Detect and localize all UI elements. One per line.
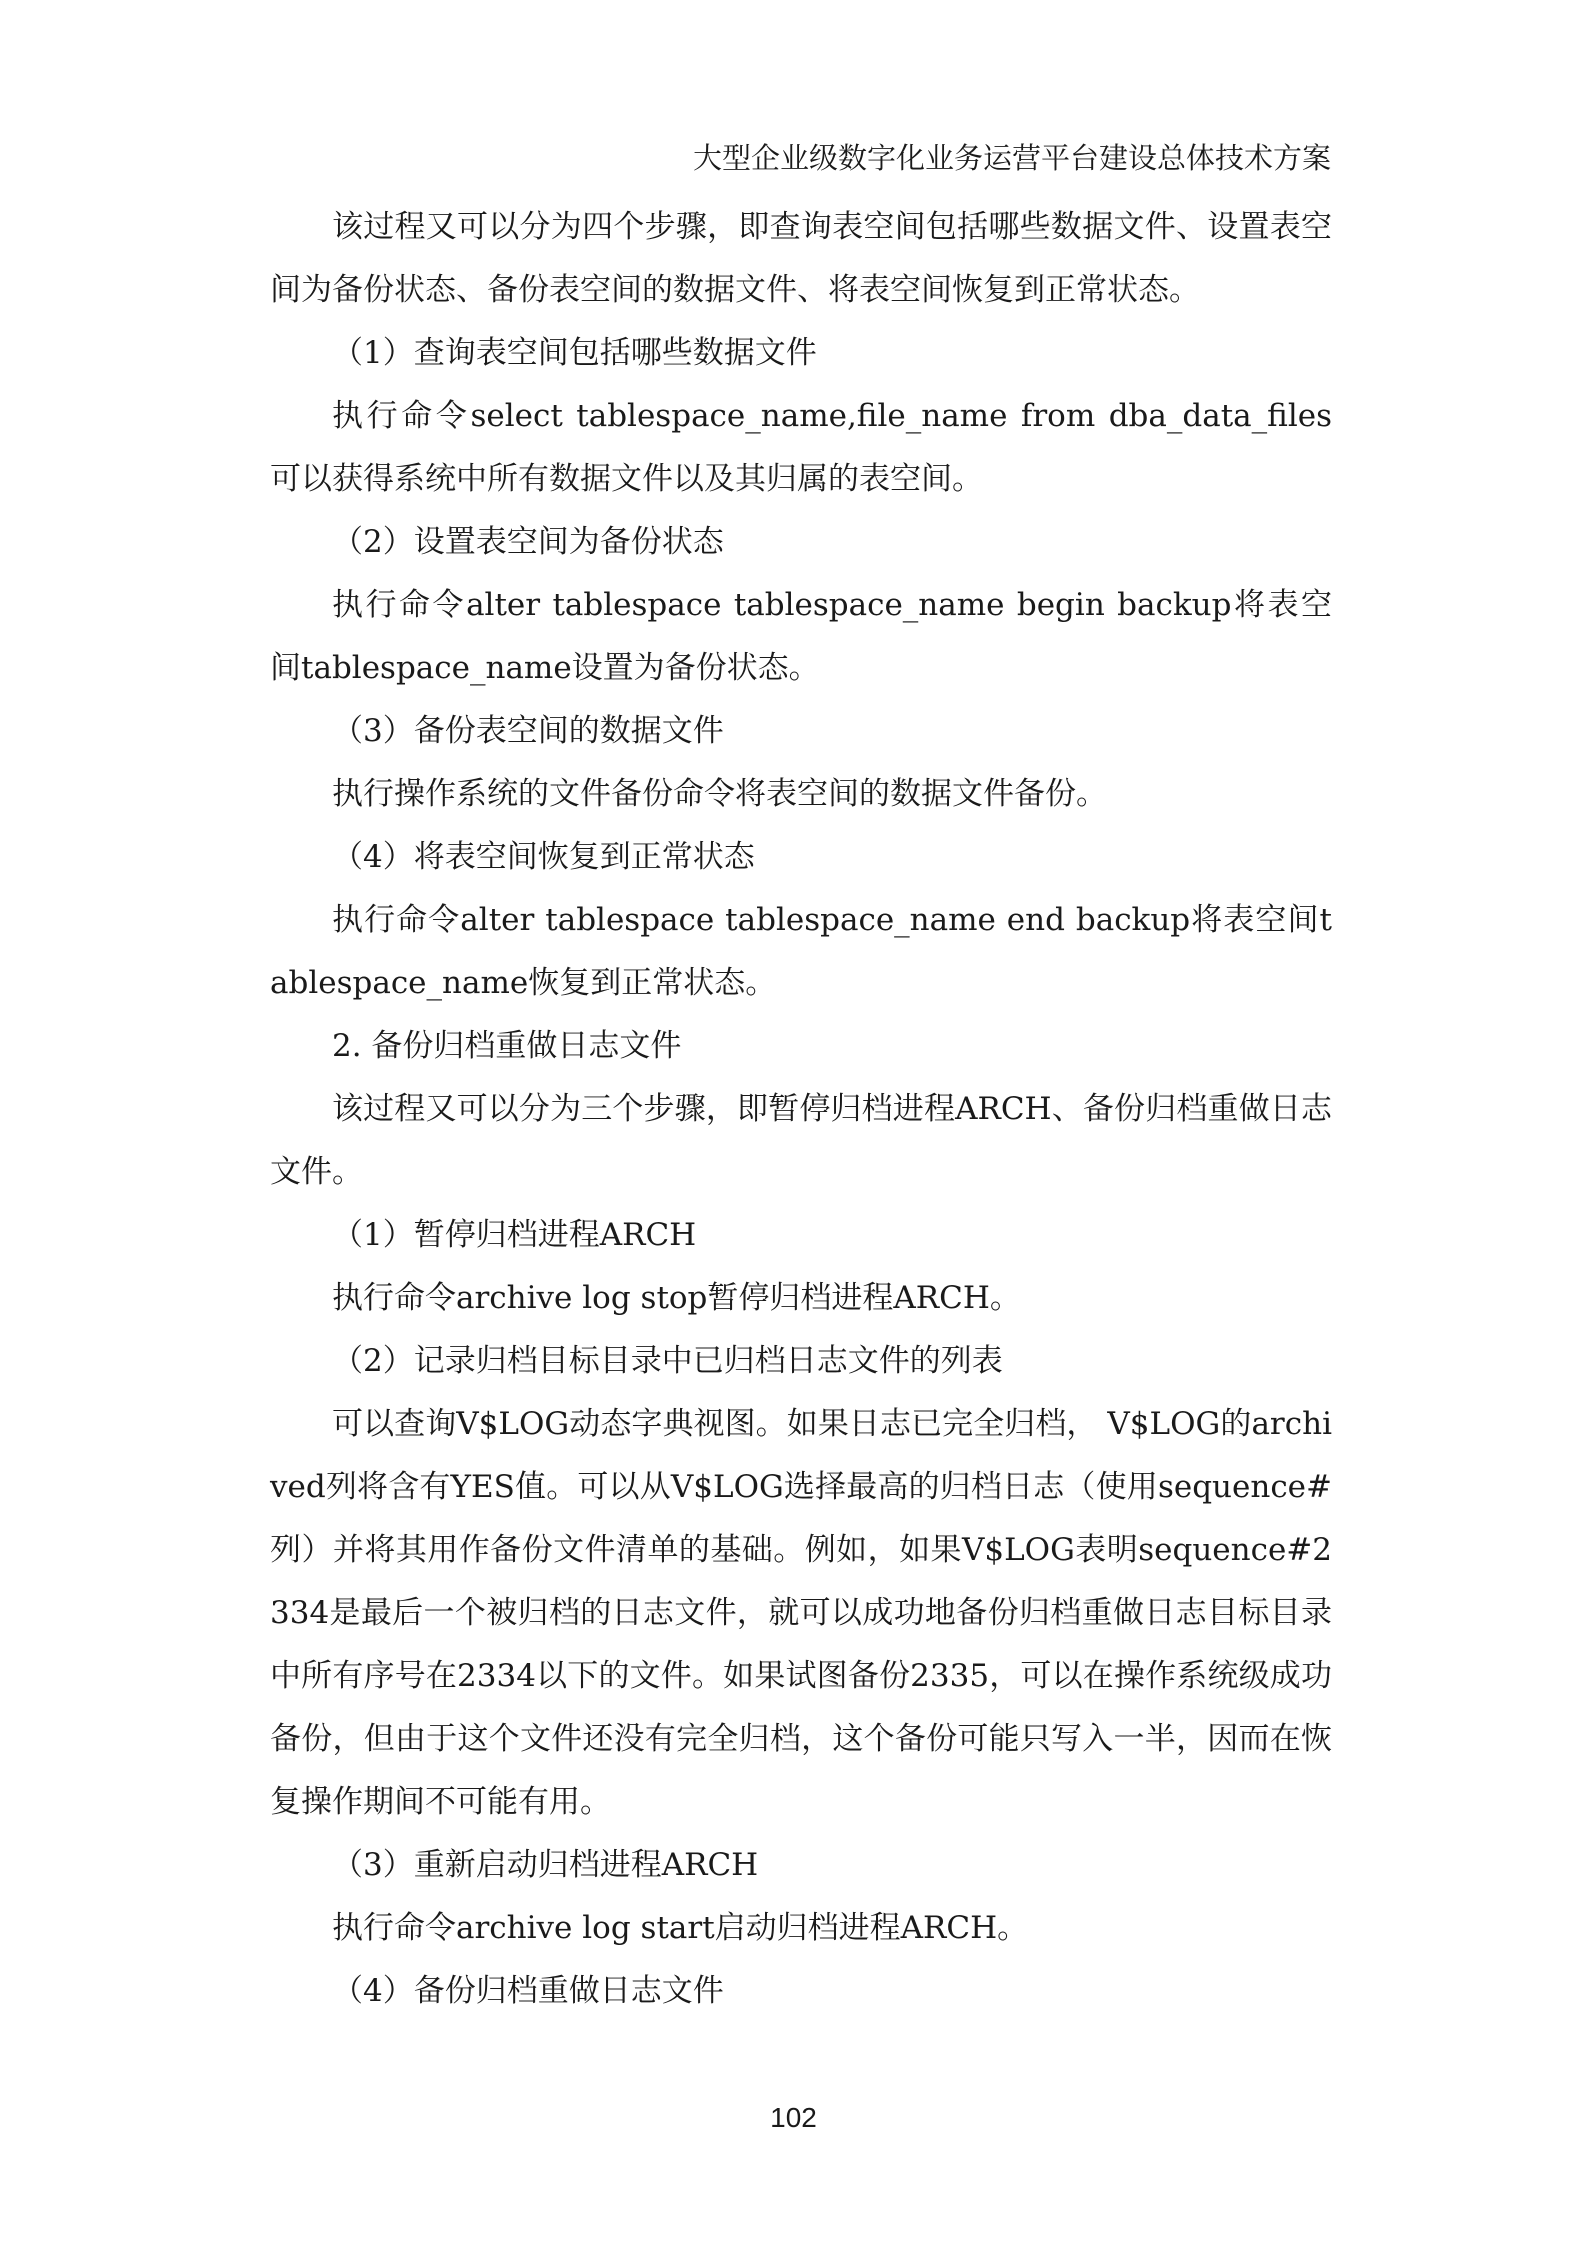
- page-number: 102: [770, 2102, 817, 2133]
- paragraph: 可以查询V$LOG动态字典视图。如果日志已完全归档， V$LOG的archived列将含有YES值。可以从V$LOG选择最高的归档日志（使用sequence#列）并将其用作备份文件清单的基础。例如，如果V$LOG表明sequence#2334是最后一个被归档的日志文件，就可以成功地备份归档重做日志目标目录中所有序号在2334以下的文件。如果试图备份2335，可以在操作系统级成功备份，但由于这个文件还没有完全归档，这个备份可能只写入一半，因而在恢复操作期间不可能有用。: [270, 1406, 1332, 1820]
- header-rule: [270, 184, 1332, 185]
- step-heading: （1）暂停归档进程ARCH: [332, 1217, 697, 1253]
- document-body: [270, 196, 1332, 2023]
- step-heading: （3）重新启动归档进程ARCH: [332, 1847, 759, 1883]
- section-heading: 2. 备份归档重做日志文件: [332, 1028, 682, 1064]
- paragraph: 执行命令archive log stop暂停归档进程ARCH。: [332, 1280, 1021, 1316]
- paragraph: 执行命令alter tablespace tablespace_name begin backup将表空间tablespace_name设置为备份状态。: [270, 587, 1332, 686]
- paragraph: 该过程又可以分为四个步骤，即查询表空间包括哪些数据文件、设置表空间为备份状态、备份表空间的数据文件、将表空间恢复到正常状态。: [270, 209, 1332, 308]
- step-heading: （3）备份表空间的数据文件: [332, 713, 724, 749]
- step-heading: （4）备份归档重做日志文件: [332, 1973, 724, 2009]
- paragraph: 执行命令select tablespace_name,file_name from dba_data_files可以获得系统中所有数据文件以及其归属的表空间。: [270, 398, 1332, 497]
- running-header: 大型企业级数字化业务运营平台建设总体技术方案: [692, 141, 1331, 175]
- step-heading: （2）记录归档目标目录中已归档日志文件的列表: [332, 1343, 1003, 1379]
- paragraph: 该过程又可以分为三个步骤，即暂停归档进程ARCH、备份归档重做日志文件。: [270, 1091, 1332, 1190]
- step-heading: （1）查询表空间包括哪些数据文件: [332, 335, 817, 371]
- step-heading: （4）将表空间恢复到正常状态: [332, 839, 755, 875]
- step-heading: （2）设置表空间为备份状态: [332, 524, 724, 560]
- paragraph: 执行操作系统的文件备份命令将表空间的数据文件备份。: [332, 776, 1107, 812]
- paragraph: 执行命令alter tablespace tablespace_name end backup将表空间tablespace_name恢复到正常状态。: [270, 902, 1332, 1001]
- paragraph: 执行命令archive log start启动归档进程ARCH。: [332, 1910, 1029, 1946]
